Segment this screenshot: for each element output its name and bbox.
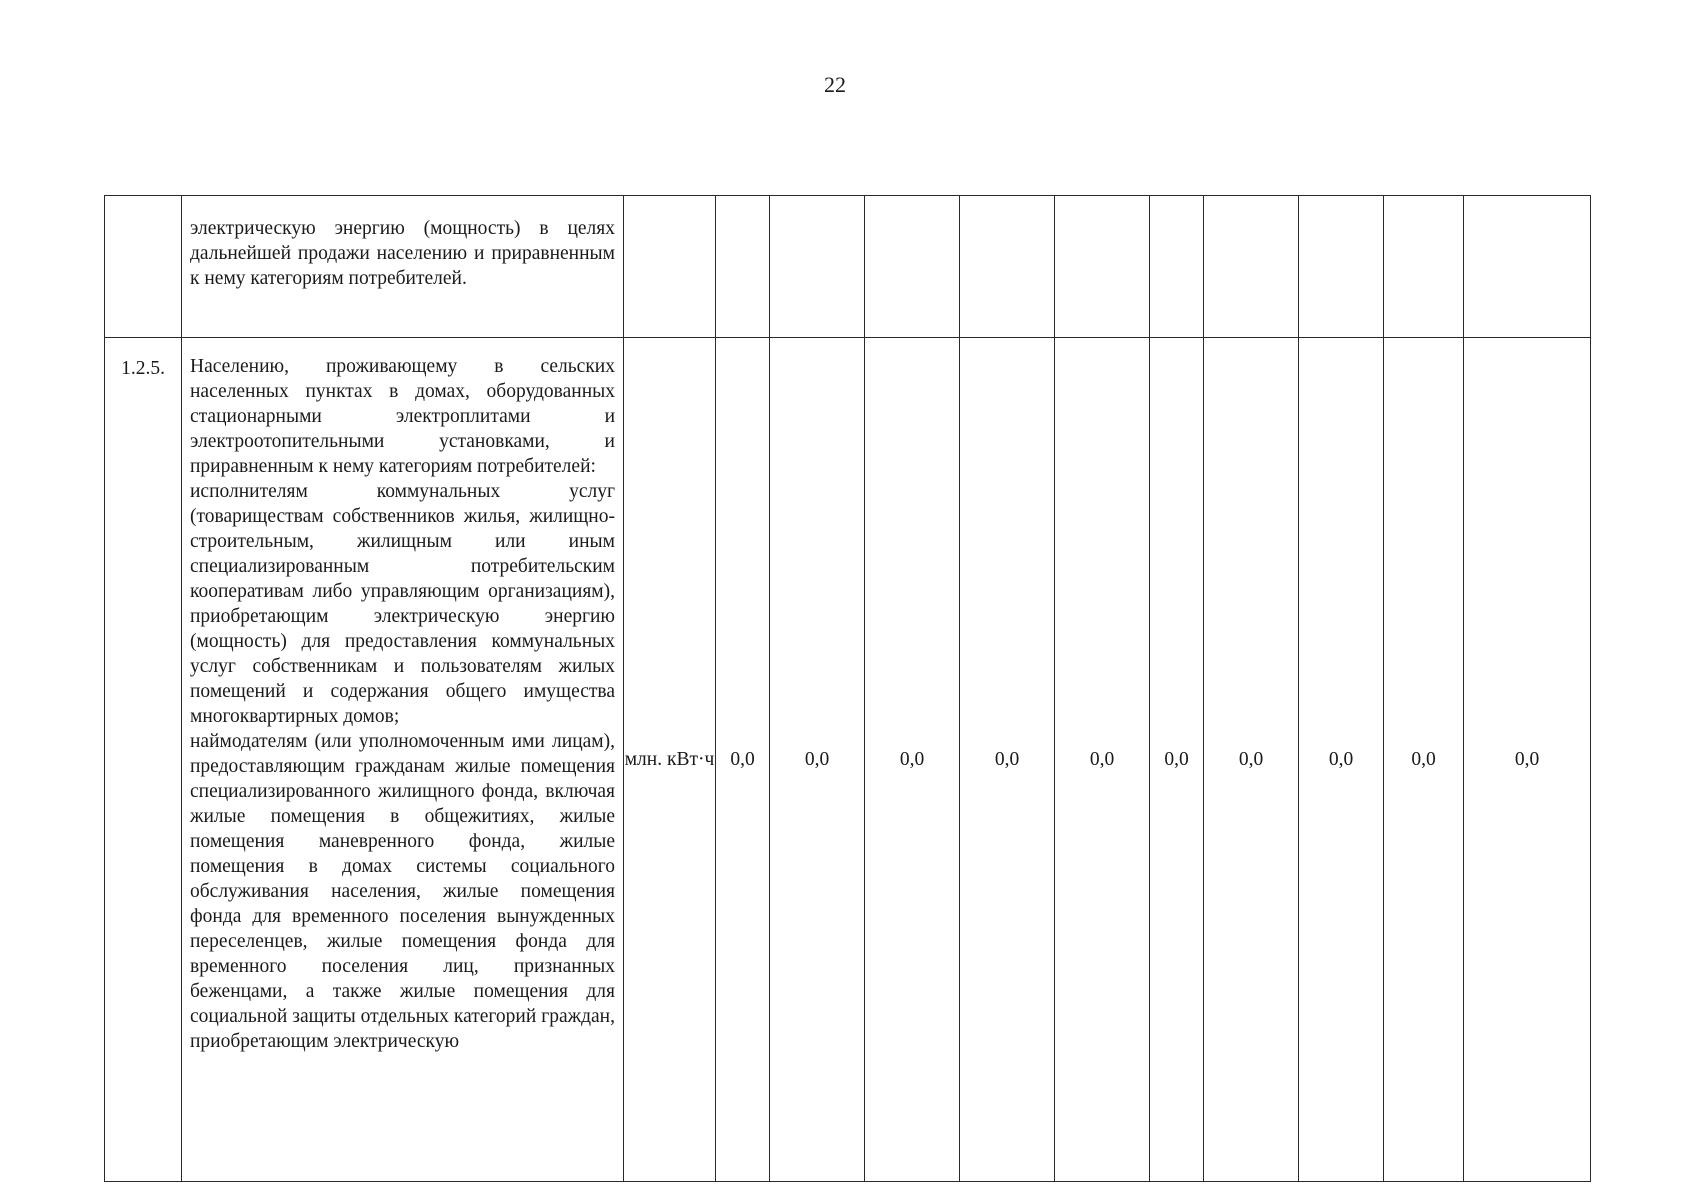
- value-cell: 0,0: [1299, 338, 1384, 1182]
- row-number: [105, 196, 182, 338]
- value-cell: 0,0: [1150, 338, 1204, 1182]
- description-paragraph: Населению, проживающему в сельских населенных пунктах в домах, оборудованных стационарными электроплитами и электроотопительными установками, и приравненным к нему категориям потребителей:: [190, 356, 615, 477]
- value-cell: 0,0: [1464, 338, 1591, 1182]
- value-cell: [1204, 196, 1299, 338]
- page-number: 22: [824, 72, 846, 97]
- description-paragraph: наймодателям (или уполномоченным ими лицам), предоставляющим гражданам жилые помещения специализированного жилищного фонда, включая жилые помещения в общежитиях, жилые помещения маневренного фонда, жилые помещения в домах системы социального обслуживания населения, жилые помещения фонда для временного поселения вынужденных переселенцев, жилые помещения фонда для временного поселения лиц, признанных беженцами, а также жилые помещения для социальной защиты отдельных категорий граждан, приобретающим электрическую: [190, 731, 615, 1052]
- value-cell: 0,0: [716, 338, 770, 1182]
- description-paragraph: электрическую энергию (мощность) в целях дальнейшей продажи населению и приравненным к нему категориям потребителей.: [190, 218, 615, 289]
- value-cell: [865, 196, 960, 338]
- table-row: [105, 196, 1591, 338]
- value-cell: [1150, 196, 1204, 338]
- value-cell: 0,0: [1384, 338, 1464, 1182]
- table-row: [105, 338, 1591, 1182]
- value-cell: [1464, 196, 1591, 338]
- value-cell: [770, 196, 865, 338]
- row-description: [182, 338, 624, 1182]
- value-cell: 0,0: [770, 338, 865, 1182]
- description-paragraph: исполнителям коммунальных услуг (товариществам собственников жилья, жилищно-строительным, жилищным или иным специализированным потребительским кооперативам либо управляющим организациям), приобретающим электрическую энергию (мощность) для предоставления коммунальных услуг собственникам и пользователям жилых помещений и содержания общего имущества многоквартирных домов;: [190, 481, 615, 727]
- value-cell: [960, 196, 1055, 338]
- value-cell: 0,0: [865, 338, 960, 1182]
- value-cell: [1055, 196, 1150, 338]
- value-cell: [716, 196, 770, 338]
- row-description: [182, 196, 624, 338]
- value-cell: 0,0: [1055, 338, 1150, 1182]
- value-cell: 0,0: [1204, 338, 1299, 1182]
- value-cell: [1299, 196, 1384, 338]
- unit-cell: [624, 196, 716, 338]
- unit-cell: млн. кВт·ч: [624, 338, 716, 1182]
- row-number: 1.2.5.: [105, 338, 182, 1182]
- value-cell: 0,0: [960, 338, 1055, 1182]
- value-cell: [1384, 196, 1464, 338]
- tariff-table: [104, 195, 1591, 1182]
